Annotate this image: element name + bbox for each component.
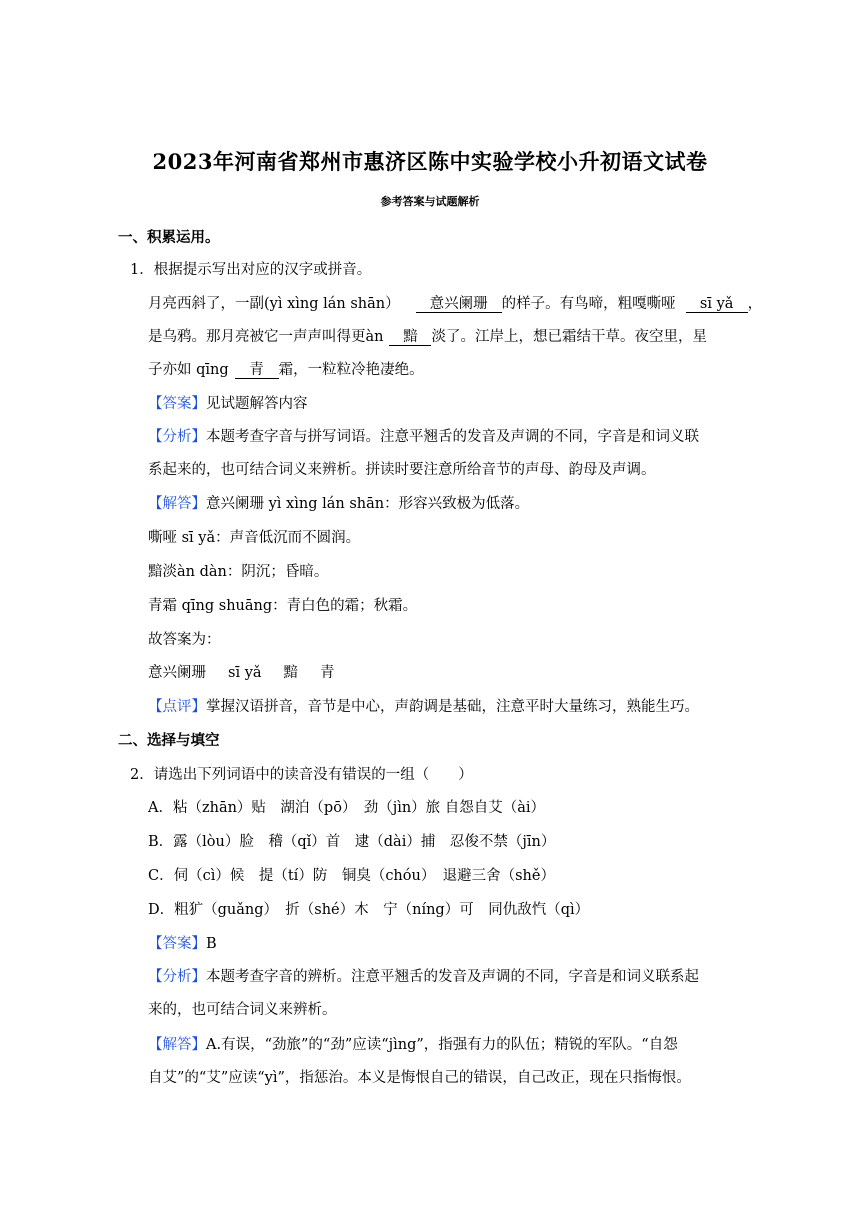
- solution-text: 意兴阑珊 yì xìng lán shān：形容兴致极为低落。: [206, 496, 530, 512]
- analysis-line: 来的，也可结合词义来辨析。: [148, 1002, 337, 1018]
- section-heading: 二、选择与填空: [118, 732, 220, 749]
- solution-tag: 【解答】: [148, 496, 206, 512]
- comment-tag: 【点评】: [148, 699, 206, 715]
- answer-tag: 【答案】: [148, 396, 206, 412]
- passage-line: [148, 294, 762, 314]
- final-answer-line: [148, 663, 335, 683]
- comment-text: 掌握汉语拼音，音节是中心，声韵调是基础，注意平时大量练习，熟能生巧。: [206, 699, 699, 715]
- question-stem: 2．请选出下列词语中的读音没有错误的一组（ ）: [130, 767, 473, 783]
- answer-blank: 黯: [389, 329, 431, 346]
- answer-blank: sī yǎ: [686, 296, 748, 313]
- option-c: C．伺（cì）候 提（tí）防 铜臭（chóu） 退避三舍（shě）: [148, 868, 555, 884]
- analysis-line: [148, 967, 699, 987]
- solution-line: [148, 1035, 678, 1055]
- comment-line: [148, 697, 699, 717]
- solution-line: 故答案为：: [148, 632, 221, 648]
- solution-line: [148, 494, 529, 514]
- page-title: 2023年河南省郑州市惠济区陈中实验学校小升初语文试卷: [152, 149, 708, 174]
- analysis-text: 本题考查字音的辨析。注意平翘舌的发音及声调的不同，字音是和词义联系起: [206, 969, 699, 985]
- passage-text: 子亦如 qīng: [148, 362, 229, 378]
- solution-tag: 【解答】: [148, 1037, 206, 1053]
- analysis-tag: 【分析】: [148, 429, 206, 445]
- final-answer: 青: [320, 665, 335, 681]
- option-a: A．粘（zhān）贴 湖泊（pō） 劲（jìn）旅 自怨自艾（ài）: [148, 800, 546, 816]
- solution-text: A.有误，“劲旅”的“劲”应读“jìng”，指强有力的队伍；精锐的军队。“自怨: [206, 1037, 678, 1053]
- option-b: B．露（lòu）脸 稽（qǐ）首 逮（dài）捕 忍俊不禁（jīn）: [148, 834, 556, 850]
- passage-line: [148, 360, 424, 380]
- analysis-line: 系起来的，也可结合词义来辨析。拼读时要注意所给音节的声母、韵母及声调。: [148, 462, 656, 478]
- solution-line: 嘶哑 sī yǎ：声音低沉而不圆润。: [148, 530, 361, 546]
- final-answer: 黯: [283, 665, 299, 681]
- option-d: D．粗犷（guǎng） 折（shé）木 宁（níng）可 同仇敌忾（qì）: [148, 902, 590, 918]
- section-heading: 一、积累运用。: [118, 229, 220, 246]
- answer-blank: 意兴阑珊: [416, 296, 502, 313]
- passage-text: 月亮西斜了，一副(yì xìng lán shān）: [148, 296, 400, 312]
- passage-text: 淡了。江岸上，想已霜结干草。夜空里，星: [431, 329, 707, 345]
- passage-text: ，: [747, 296, 763, 312]
- solution-line: 黯淡àn dàn：阴沉；昏暗。: [148, 564, 329, 580]
- solution-line: 青霜 qīng shuāng：青白色的霜；秋霜。: [148, 598, 418, 614]
- final-answer: 意兴阑珊: [148, 665, 206, 681]
- answer-tag: 【答案】: [148, 936, 206, 952]
- passage-text: 是乌鸦。那月亮被它一声声叫得更àn: [148, 329, 384, 345]
- question-stem: 1．根据提示写出对应的汉字或拼音。: [130, 262, 372, 278]
- passage-text: 霜，一粒粒冷艳凄绝。: [278, 362, 424, 378]
- analysis-tag: 【分析】: [148, 969, 206, 985]
- answer-blank: 青: [235, 362, 279, 379]
- answer-text: 见试题解答内容: [206, 396, 308, 412]
- solution-line: 自艾”的“艾”应读“yì”，指惩治。本义是悔恨自己的错误，自己改正，现在只指悔恨。: [148, 1070, 691, 1086]
- answer-line: [148, 934, 217, 954]
- passage-line: [148, 327, 707, 347]
- answer-line: [148, 394, 308, 414]
- analysis-text: 本题考查字音与拼写词语。注意平翘舌的发音及声调的不同，字音是和词义联: [206, 429, 699, 445]
- final-answer: sī yǎ: [228, 665, 262, 681]
- page-subtitle: 参考答案与试题解析: [380, 195, 480, 208]
- analysis-line: [148, 427, 699, 447]
- passage-text: 的样子。有鸟啼，粗嘎嘶哑: [501, 296, 676, 312]
- answer-text: B: [206, 936, 217, 952]
